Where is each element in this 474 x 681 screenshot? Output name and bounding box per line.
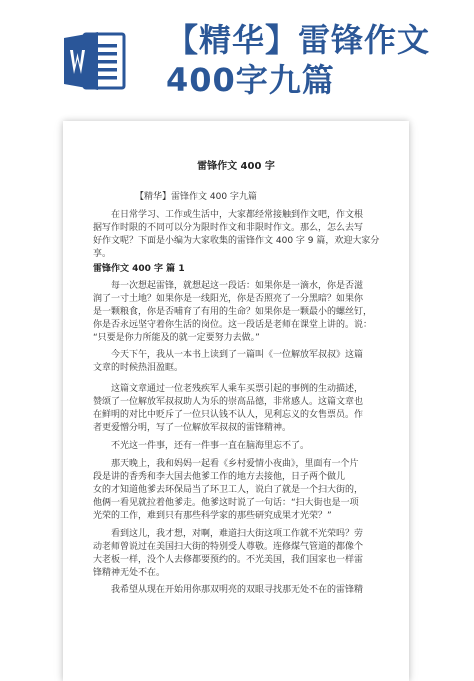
doc-line: 我希望从现在开始用你那双明亮的双眼寻找那无处不在的雷锋精 — [111, 585, 364, 595]
doc-line: 好作文呢？下面是小编为大家收集的雷锋作文 400 字 9 篇，欢迎大家分 — [93, 236, 380, 246]
doc-line: 在鲜明的对比中贬斥了一位只认钱不认人，见利忘义的女售票员。作 — [93, 410, 364, 420]
doc-line: 今天下午，我从一本书上读到了一篇叫《一位解放军叔叔》这篇 — [111, 350, 364, 360]
doc-line: 动老师曾说过在美国扫大街的特别受人尊敬。连修煤气管道的都像个 — [93, 542, 364, 552]
title-line-2: 400字九篇 — [166, 61, 335, 99]
doc-line: 享。 — [93, 249, 112, 259]
doc-line: 那天晚上，我和妈妈一起看《乡村爱情小夜曲》，里面有一个片 — [111, 459, 359, 469]
header-banner — [0, 0, 474, 135]
doc-line: 润了一寸土地？如果你是一线阳光，你是否照亮了一分黑暗？如果你 — [93, 294, 364, 304]
doc-line: 是一颗粮食，你是否哺育了有用的生命？如果你是一颗最小的螺丝钉， — [93, 307, 373, 317]
doc-line: 每一次想起雷锋，就想起这一段话：如果你是一滴水，你是否滋 — [111, 281, 364, 291]
doc-line: 据写作时限的不同可以分为限时作文和非限时作文。那么，怎么去写 — [93, 223, 364, 233]
section-heading: 雷锋作文 400 字 篇 1 — [93, 264, 185, 274]
doc-line: 你是否永远坚守着你生活的岗位。这一段话是老师在课堂上讲的。说： — [93, 320, 373, 330]
doc-line: 大老板一样，没个人去修都要预约的。不光美国，我们国家也一样雷 — [93, 555, 364, 565]
doc-line: 者更爱憎分明，写了一位解放军叔叔的雷锋精神。 — [93, 423, 292, 433]
doc-line: 这篇文章通过一位老残疾军人乘车买票引起的事例的生动描述， — [111, 384, 364, 394]
title-line-1: 【精华】雷锋作文 — [166, 21, 431, 59]
doc-line: 【精华】雷锋作文 400 字九篇 — [135, 192, 257, 202]
document-page — [63, 121, 409, 681]
document-title: 雷锋作文 400 字 — [197, 161, 275, 172]
word-doc-icon — [62, 28, 128, 94]
doc-line: 不光这一件事，还有一件事一直在脑海里忘不了。 — [111, 441, 310, 451]
doc-line: 赞颂了一位解放军叔叔助人为乐的崇高品德，非常感人。这篇文章也 — [93, 397, 364, 407]
doc-line: 光荣的工作，难到只有那些科学家的那些研究成果才光荣？” — [93, 511, 332, 521]
page-title — [166, 20, 466, 100]
doc-line: 在日常学习、工作或生活中，大家都经常接触到作文吧，作文根 — [111, 210, 364, 220]
doc-line: 文章的时候热泪盈眶。 — [93, 363, 184, 373]
doc-line: 看到这儿，我才想，对啊，难道扫大街这项工作就不光荣吗？劳 — [111, 529, 364, 539]
doc-line: 锋精神无处不在。 — [93, 568, 166, 578]
doc-line: “只要是你力所能及的就一定要努力去做。” — [93, 333, 260, 343]
doc-line: 他俩一看见就拉着他爹走。他爹这时说了一句话：“扫大街也是一项 — [93, 498, 359, 508]
doc-line: 女的才知道他爹去环保局当了环卫工人，说白了就是一个扫大街的， — [93, 485, 364, 495]
doc-line: 段是讲的香秀和李大国去他爹工作的地方去接他，日子两个做儿 — [93, 472, 346, 482]
